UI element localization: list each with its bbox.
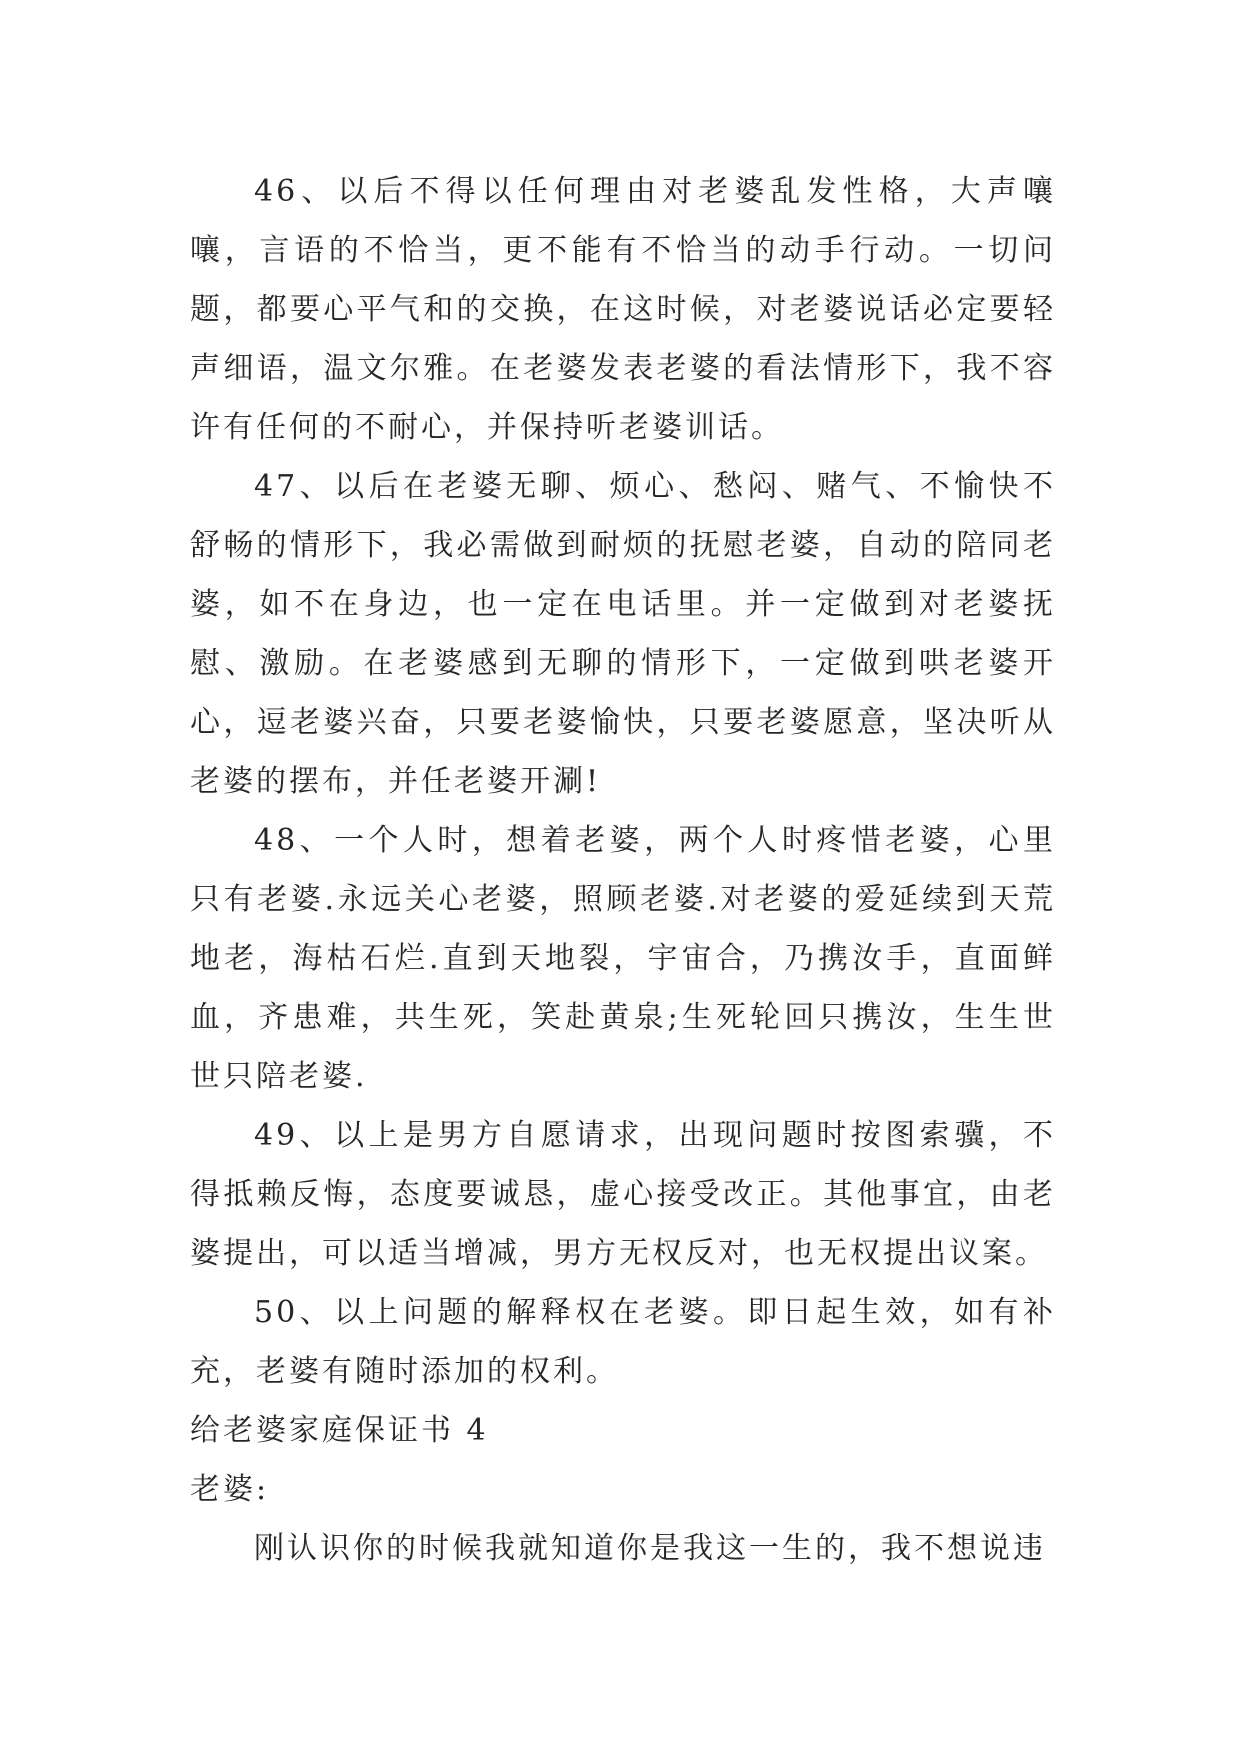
paragraph-48: 48、一个人时，想着老婆，两个人时疼惜老婆，心里只有老婆.永远关心老婆，照顾老婆.对老婆的爱延续到天荒地老，海枯石烂.直到天地裂，宇宙合，乃携汝手，直面鲜血，齐患难，共生死，笑赴黄泉;生死轮回只携汝，生生世世只陪老婆.	[190, 823, 1056, 1094]
section-heading: 给老婆家庭保证书 4	[190, 1413, 489, 1448]
paragraph-49: 49、以上是男方自愿请求，出现问题时按图索骥，不得抵赖反悔，态度要诚恳，虚心接受改正。其他事宜，由老婆提出，可以适当增减，男方无权反对，也无权提出议案。	[190, 1118, 1056, 1271]
opening-paragraph: 刚认识你的时候我就知道你是我这一生的，我不想说违	[254, 1531, 1046, 1566]
document-body	[190, 162, 1056, 1578]
paragraph-47: 47、以后在老婆无聊、烦心、愁闷、赌气、不愉快不舒畅的情形下，我必需做到耐烦的抚慰老婆，自动的陪同老婆，如不在身边，也一定在电话里。并一定做到对老婆抚慰、激励。在老婆感到无聊的情形下，一定做到哄老婆开心，逗老婆兴奋，只要老婆愉快，只要老婆愿意，坚决听从老婆的摆布，并任老婆开涮!	[190, 469, 1056, 799]
paragraph-46: 46、以后不得以任何理由对老婆乱发性格，大声嚷嚷，言语的不恰当，更不能有不恰当的动手行动。一切问题，都要心平气和的交换，在这时候，对老婆说话必定要轻声细语，温文尔雅。在老婆发表老婆的看法情形下，我不容许有任何的不耐心，并保持听老婆训话。	[190, 174, 1056, 445]
salutation: 老婆:	[190, 1472, 270, 1507]
paragraph-50: 50、以上问题的解释权在老婆。即日起生效，如有补充，老婆有随时添加的权利。	[190, 1295, 1056, 1389]
